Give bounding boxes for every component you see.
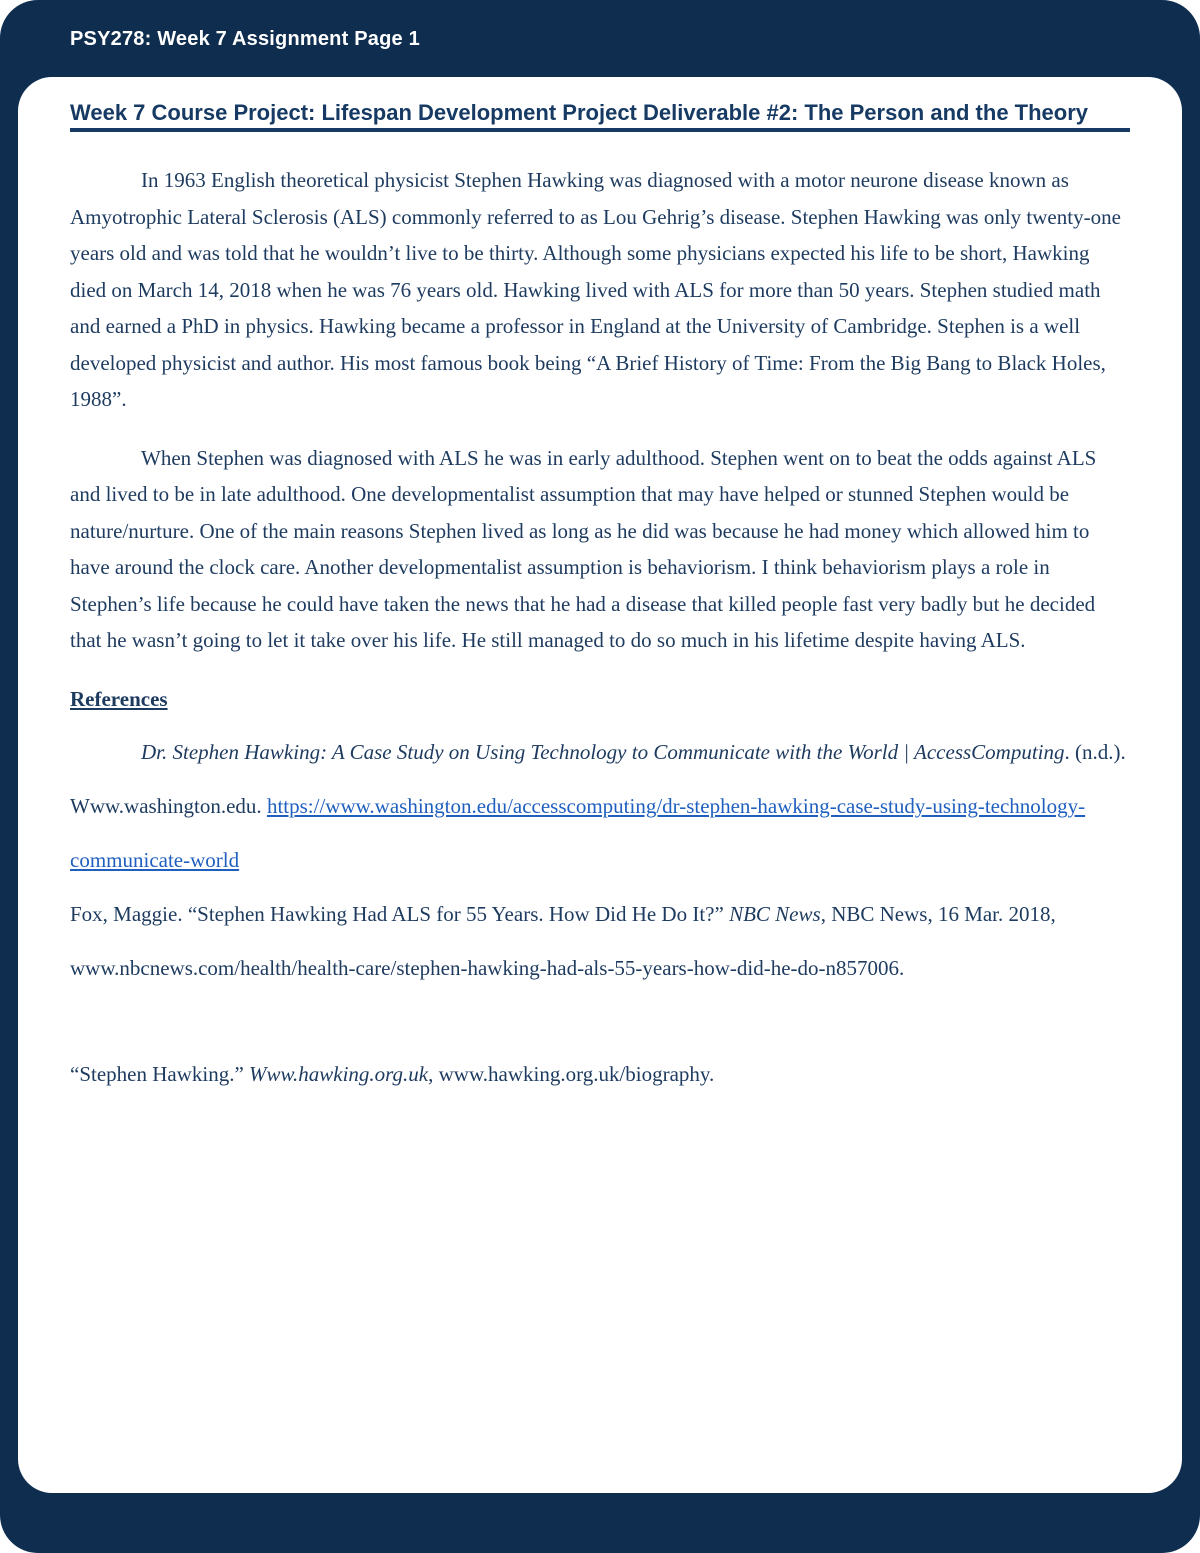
reference-3-after: , www.hawking.org.uk/biography. (428, 1062, 715, 1086)
document-page (18, 77, 1182, 1493)
paragraph-2: When Stephen was diagnosed with ALS he was in early adulthood. Stephen went on to beat the odds against ALS and lived to be in late adulthood. One developmentalist assumption that may have helped or stunned Stephen would be nature/nurture. One of the main reasons Stephen lived as long as he did was because he had money which allowed him to have around the clock care. Another developmentalist assumption is behaviorism. I think behaviorism plays a role in Stephen’s life because he could have taken the news that he had a disease that killed people fast very badly but he decided that he wasn’t going to let it take over his life. He still managed to do so much in his lifetime despite having ALS. (70, 445, 1097, 652)
reference-2-before: Fox, Maggie. “Stephen Hawking Had ALS for 55 Years. How Did He Do It?” (70, 902, 730, 926)
document-title: Week 7 Course Project: Lifespan Development Project Deliverable #2: The Person and the Theory (70, 99, 1130, 132)
reference-3 (70, 1047, 1130, 1101)
reference-1-rest: . (n.d.). Www.washington.edu. (70, 740, 1126, 818)
reference-2 (70, 887, 1130, 995)
reference-3-before: “Stephen Hawking.” (70, 1062, 250, 1086)
reference-1 (70, 725, 1130, 887)
reference-3-italic: Www.hawking.org.uk (249, 1062, 429, 1086)
reference-2-after: , NBC News, 16 Mar. 2018, www.nbcnews.com/health/health-care/stephen-hawking-had-als-55-years-how-did-he-do-n857006. (70, 902, 1056, 980)
reference-1-title: Dr. Stephen Hawking: A Case Study on Using Technology to Communicate with the World | AccessComputing (141, 740, 1065, 764)
document-body (70, 162, 1130, 659)
paragraph-1: In 1963 English theoretical physicist Stephen Hawking was diagnosed with a motor neurone disease known as Amyotrophic Lateral Sclerosis (ALS) commonly referred to as Lou Gehrig’s disease. Stephen Hawking was only twenty-one years old and was told that he wouldn’t live to be thirty. Although some physicians expected his life to be short, Hawking died on March 14, 2018 when he was 76 years old. Hawking lived with ALS for more than 50 years. Stephen studied math and earned a PhD in physics. Hawking became a professor in England at the University of Cambridge. Stephen is a well developed physicist and author. His most famous book being “A Brief History of Time: From the Big Bang to Black Holes, 1988”. (70, 168, 1121, 411)
header-title: PSY278: Week 7 Assignment Page 1 (70, 28, 420, 50)
references-heading: References (70, 686, 168, 711)
reference-1-link[interactable]: https://www.washington.edu/accesscomputing/dr-stephen-hawking-case-study-using-technology-communicate-world (70, 794, 1086, 872)
reference-2-italic: NBC News (729, 902, 821, 926)
document-content (70, 99, 1130, 1101)
